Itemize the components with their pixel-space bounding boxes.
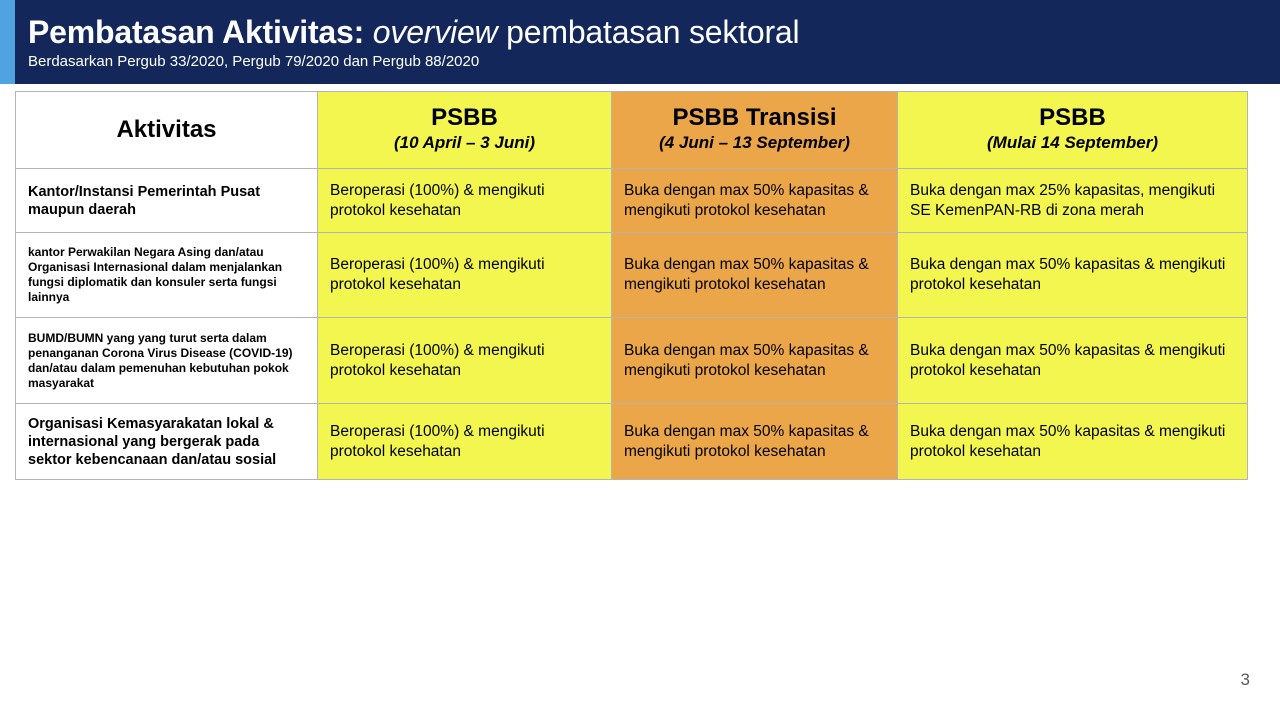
- title-rest: pembatasan sektoral: [506, 14, 800, 50]
- restrictions-table: [15, 91, 1248, 480]
- title-italic: overview: [372, 14, 498, 50]
- psbb2-cell: Buka dengan max 50% kapasitas & mengikuti protokol kesehatan: [898, 404, 1248, 480]
- header-psbb-period: (10 April – 3 Juni): [393, 133, 536, 152]
- page-subtitle: Berdasarkan Pergub 33/2020, Pergub 79/2020 dan Pergub 88/2020: [28, 53, 480, 70]
- activity-cell: Organisasi Kemasyarakatan lokal & internasional yang bergerak pada sektor kebencanaan dan/atau sosial: [16, 404, 318, 480]
- table-header-row: [16, 92, 1248, 169]
- header-cell-psbb-september: [898, 92, 1248, 169]
- header-psbb2-period: (Mulai 14 September): [987, 133, 1158, 152]
- title-bold: Pembatasan Aktivitas:: [28, 14, 365, 50]
- psbb-cell: Beroperasi (100%) & mengikuti protokol kesehatan: [318, 233, 612, 318]
- transisi-cell: Buka dengan max 50% kapasitas & mengikuti protokol kesehatan: [612, 318, 898, 404]
- header-cell-psbb-transisi: [612, 92, 898, 169]
- activity-cell: kantor Perwakilan Negara Asing dan/atau Organisasi Internasional dalam menjalankan fungsi diplomatik dan konsuler serta fungsi lainnya: [16, 233, 318, 318]
- header-accent-stripe: [0, 0, 15, 84]
- transisi-cell: Buka dengan max 50% kapasitas & mengikuti protokol kesehatan: [612, 233, 898, 318]
- psbb-cell: Beroperasi (100%) & mengikuti protokol kesehatan: [318, 169, 612, 233]
- transisi-cell: Buka dengan max 50% kapasitas & mengikuti protokol kesehatan: [612, 404, 898, 480]
- table-row: [16, 404, 1248, 480]
- header-transisi-title: PSBB Transisi: [672, 104, 837, 131]
- psbb-cell: Beroperasi (100%) & mengikuti protokol kesehatan: [318, 318, 612, 404]
- psbb2-cell: Buka dengan max 50% kapasitas & mengikuti protokol kesehatan: [898, 233, 1248, 318]
- psbb-cell: Beroperasi (100%) & mengikuti protokol kesehatan: [318, 404, 612, 480]
- activity-cell: Kantor/Instansi Pemerintah Pusat maupun daerah: [16, 169, 318, 233]
- table-row: [16, 318, 1248, 404]
- header-transisi-period: (4 Juni – 13 September): [659, 133, 850, 152]
- activity-cell: BUMD/BUMN yang yang turut serta dalam penanganan Corona Virus Disease (COVID-19) dan/atau dalam pemenuhan kebutuhan pokok masyarakat: [16, 318, 318, 404]
- header-cell-psbb: [318, 92, 612, 169]
- transisi-cell: Buka dengan max 50% kapasitas & mengikuti protokol kesehatan: [612, 169, 898, 233]
- header-cell-aktivitas: Aktivitas: [16, 92, 318, 169]
- page-number: 3: [1240, 670, 1250, 689]
- header-psbb2-title: PSBB: [1039, 104, 1106, 131]
- table-row: [16, 233, 1248, 318]
- psbb2-cell: Buka dengan max 25% kapasitas, mengikuti SE KemenPAN-RB di zona merah: [898, 169, 1248, 233]
- psbb2-cell: Buka dengan max 50% kapasitas & mengikuti protokol kesehatan: [898, 318, 1248, 404]
- table-row: [16, 169, 1248, 233]
- page-title: [28, 14, 799, 51]
- header-psbb-title: PSBB: [431, 104, 498, 131]
